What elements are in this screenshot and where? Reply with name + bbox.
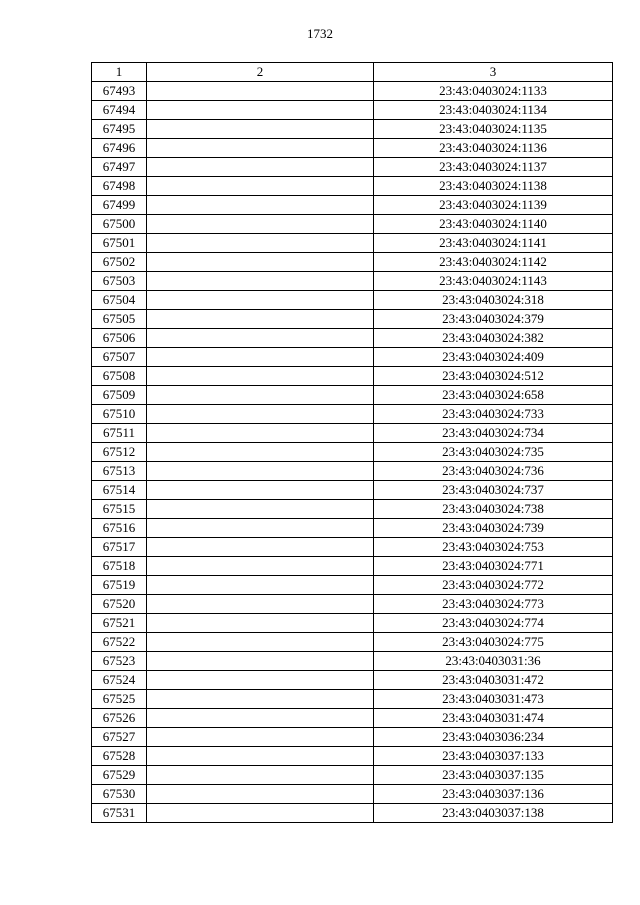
- cadastral-number-cell: 23:43:0403024:382: [374, 329, 613, 348]
- table-body: [92, 82, 613, 823]
- row-number-cell: 67499: [92, 196, 147, 215]
- row-empty-cell: [147, 82, 374, 101]
- table-row: [92, 405, 613, 424]
- row-empty-cell: [147, 462, 374, 481]
- row-empty-cell: [147, 253, 374, 272]
- row-empty-cell: [147, 310, 374, 329]
- table-row: [92, 348, 613, 367]
- cadastral-number-cell: 23:43:0403024:1143: [374, 272, 613, 291]
- row-empty-cell: [147, 652, 374, 671]
- cadastral-number-cell: 23:43:0403037:138: [374, 804, 613, 823]
- table-row: [92, 690, 613, 709]
- row-number-cell: 67521: [92, 614, 147, 633]
- table-row: [92, 785, 613, 804]
- table-row: [92, 652, 613, 671]
- cadastral-number-cell: 23:43:0403036:234: [374, 728, 613, 747]
- column-header-3: 3: [374, 63, 613, 82]
- row-empty-cell: [147, 367, 374, 386]
- table-row: [92, 633, 613, 652]
- table-row: [92, 576, 613, 595]
- row-number-cell: 67504: [92, 291, 147, 310]
- row-empty-cell: [147, 500, 374, 519]
- cadastral-number-cell: 23:43:0403024:771: [374, 557, 613, 576]
- row-empty-cell: [147, 709, 374, 728]
- row-empty-cell: [147, 443, 374, 462]
- row-empty-cell: [147, 348, 374, 367]
- row-number-cell: 67518: [92, 557, 147, 576]
- cadastral-number-cell: 23:43:0403031:472: [374, 671, 613, 690]
- cadastral-number-cell: 23:43:0403024:1133: [374, 82, 613, 101]
- row-number-cell: 67496: [92, 139, 147, 158]
- cadastral-number-cell: 23:43:0403024:773: [374, 595, 613, 614]
- cadastral-number-cell: 23:43:0403024:1136: [374, 139, 613, 158]
- table-row: [92, 139, 613, 158]
- row-empty-cell: [147, 405, 374, 424]
- row-number-cell: 67528: [92, 747, 147, 766]
- page-number: 1732: [307, 26, 333, 41]
- row-empty-cell: [147, 614, 374, 633]
- row-empty-cell: [147, 804, 374, 823]
- table-row: [92, 291, 613, 310]
- table-row: [92, 329, 613, 348]
- table-row: [92, 253, 613, 272]
- cadastral-number-cell: 23:43:0403024:753: [374, 538, 613, 557]
- row-empty-cell: [147, 538, 374, 557]
- row-number-cell: 67512: [92, 443, 147, 462]
- table-row: [92, 120, 613, 139]
- table-row: [92, 709, 613, 728]
- row-number-cell: 67529: [92, 766, 147, 785]
- row-number-cell: 67501: [92, 234, 147, 253]
- row-empty-cell: [147, 576, 374, 595]
- cadastral-number-cell: 23:43:0403024:512: [374, 367, 613, 386]
- row-number-cell: 67502: [92, 253, 147, 272]
- table-row: [92, 424, 613, 443]
- row-number-cell: 67523: [92, 652, 147, 671]
- cadastral-number-cell: 23:43:0403024:1135: [374, 120, 613, 139]
- row-empty-cell: [147, 215, 374, 234]
- table-row: [92, 215, 613, 234]
- row-empty-cell: [147, 671, 374, 690]
- cadastral-number-cell: 23:43:0403024:772: [374, 576, 613, 595]
- table-row: [92, 234, 613, 253]
- row-number-cell: 67520: [92, 595, 147, 614]
- row-empty-cell: [147, 728, 374, 747]
- row-empty-cell: [147, 329, 374, 348]
- row-number-cell: 67513: [92, 462, 147, 481]
- cadastral-number-cell: 23:43:0403024:379: [374, 310, 613, 329]
- row-number-cell: 67515: [92, 500, 147, 519]
- table-row: [92, 557, 613, 576]
- row-empty-cell: [147, 177, 374, 196]
- table-row: [92, 671, 613, 690]
- row-empty-cell: [147, 139, 374, 158]
- row-number-cell: 67506: [92, 329, 147, 348]
- row-empty-cell: [147, 595, 374, 614]
- row-number-cell: 67509: [92, 386, 147, 405]
- row-number-cell: 67519: [92, 576, 147, 595]
- cadastral-number-cell: 23:43:0403024:658: [374, 386, 613, 405]
- row-empty-cell: [147, 424, 374, 443]
- cadastral-number-cell: 23:43:0403024:775: [374, 633, 613, 652]
- table-row: [92, 158, 613, 177]
- row-number-cell: 67526: [92, 709, 147, 728]
- row-empty-cell: [147, 785, 374, 804]
- row-number-cell: 67531: [92, 804, 147, 823]
- row-number-cell: 67507: [92, 348, 147, 367]
- cadastral-number-cell: 23:43:0403024:1137: [374, 158, 613, 177]
- row-empty-cell: [147, 120, 374, 139]
- row-number-cell: 67510: [92, 405, 147, 424]
- table-row: [92, 804, 613, 823]
- cadastral-number-cell: 23:43:0403024:1138: [374, 177, 613, 196]
- row-number-cell: 67505: [92, 310, 147, 329]
- table-row: [92, 82, 613, 101]
- row-empty-cell: [147, 158, 374, 177]
- row-number-cell: 67495: [92, 120, 147, 139]
- row-number-cell: 67511: [92, 424, 147, 443]
- table-row: [92, 196, 613, 215]
- table-row: [92, 310, 613, 329]
- row-number-cell: 67522: [92, 633, 147, 652]
- cadastral-number-cell: 23:43:0403024:1142: [374, 253, 613, 272]
- row-number-cell: 67497: [92, 158, 147, 177]
- row-number-cell: 67500: [92, 215, 147, 234]
- table-row: [92, 481, 613, 500]
- cadastral-number-cell: 23:43:0403037:135: [374, 766, 613, 785]
- cadastral-number-cell: 23:43:0403024:734: [374, 424, 613, 443]
- table-row: [92, 500, 613, 519]
- cadastral-number-cell: 23:43:0403024:737: [374, 481, 613, 500]
- table-row: [92, 538, 613, 557]
- cadastral-number-cell: 23:43:0403031:473: [374, 690, 613, 709]
- cadastral-number-cell: 23:43:0403031:36: [374, 652, 613, 671]
- row-empty-cell: [147, 101, 374, 120]
- column-header-1: 1: [92, 63, 147, 82]
- document-table: [91, 62, 613, 823]
- table-row: [92, 595, 613, 614]
- row-number-cell: 67493: [92, 82, 147, 101]
- table-row: [92, 386, 613, 405]
- table-row: [92, 519, 613, 538]
- table-row: [92, 443, 613, 462]
- table-row: [92, 747, 613, 766]
- row-number-cell: 67514: [92, 481, 147, 500]
- row-empty-cell: [147, 196, 374, 215]
- cadastral-number-cell: 23:43:0403024:738: [374, 500, 613, 519]
- row-number-cell: 67530: [92, 785, 147, 804]
- cadastral-number-cell: 23:43:0403024:736: [374, 462, 613, 481]
- cadastral-number-cell: 23:43:0403037:133: [374, 747, 613, 766]
- row-empty-cell: [147, 557, 374, 576]
- table-row: [92, 101, 613, 120]
- table-row: [92, 272, 613, 291]
- row-number-cell: 67508: [92, 367, 147, 386]
- row-empty-cell: [147, 766, 374, 785]
- cadastral-number-cell: 23:43:0403024:733: [374, 405, 613, 424]
- table-row: [92, 728, 613, 747]
- cadastral-number-cell: 23:43:0403024:1134: [374, 101, 613, 120]
- table-row: [92, 766, 613, 785]
- row-empty-cell: [147, 690, 374, 709]
- row-empty-cell: [147, 291, 374, 310]
- cadastral-number-cell: 23:43:0403024:739: [374, 519, 613, 538]
- row-number-cell: 67498: [92, 177, 147, 196]
- cadastral-number-cell: 23:43:0403031:474: [374, 709, 613, 728]
- row-number-cell: 67517: [92, 538, 147, 557]
- row-number-cell: 67503: [92, 272, 147, 291]
- row-number-cell: 67525: [92, 690, 147, 709]
- table-row: [92, 177, 613, 196]
- cadastral-number-cell: 23:43:0403024:1141: [374, 234, 613, 253]
- table-header-row: [92, 63, 613, 82]
- row-empty-cell: [147, 481, 374, 500]
- column-header-2: 2: [147, 63, 374, 82]
- row-empty-cell: [147, 519, 374, 538]
- row-empty-cell: [147, 272, 374, 291]
- cadastral-number-cell: 23:43:0403024:318: [374, 291, 613, 310]
- row-number-cell: 67494: [92, 101, 147, 120]
- cadastral-number-cell: 23:43:0403024:774: [374, 614, 613, 633]
- cadastral-number-cell: 23:43:0403024:735: [374, 443, 613, 462]
- row-empty-cell: [147, 234, 374, 253]
- row-empty-cell: [147, 386, 374, 405]
- table-row: [92, 614, 613, 633]
- cadastral-number-cell: 23:43:0403024:1140: [374, 215, 613, 234]
- row-empty-cell: [147, 747, 374, 766]
- row-number-cell: 67516: [92, 519, 147, 538]
- cadastral-number-cell: 23:43:0403037:136: [374, 785, 613, 804]
- cadastral-number-cell: 23:43:0403024:409: [374, 348, 613, 367]
- cadastral-number-cell: 23:43:0403024:1139: [374, 196, 613, 215]
- table-row: [92, 462, 613, 481]
- row-number-cell: 67524: [92, 671, 147, 690]
- row-number-cell: 67527: [92, 728, 147, 747]
- row-empty-cell: [147, 633, 374, 652]
- table-row: [92, 367, 613, 386]
